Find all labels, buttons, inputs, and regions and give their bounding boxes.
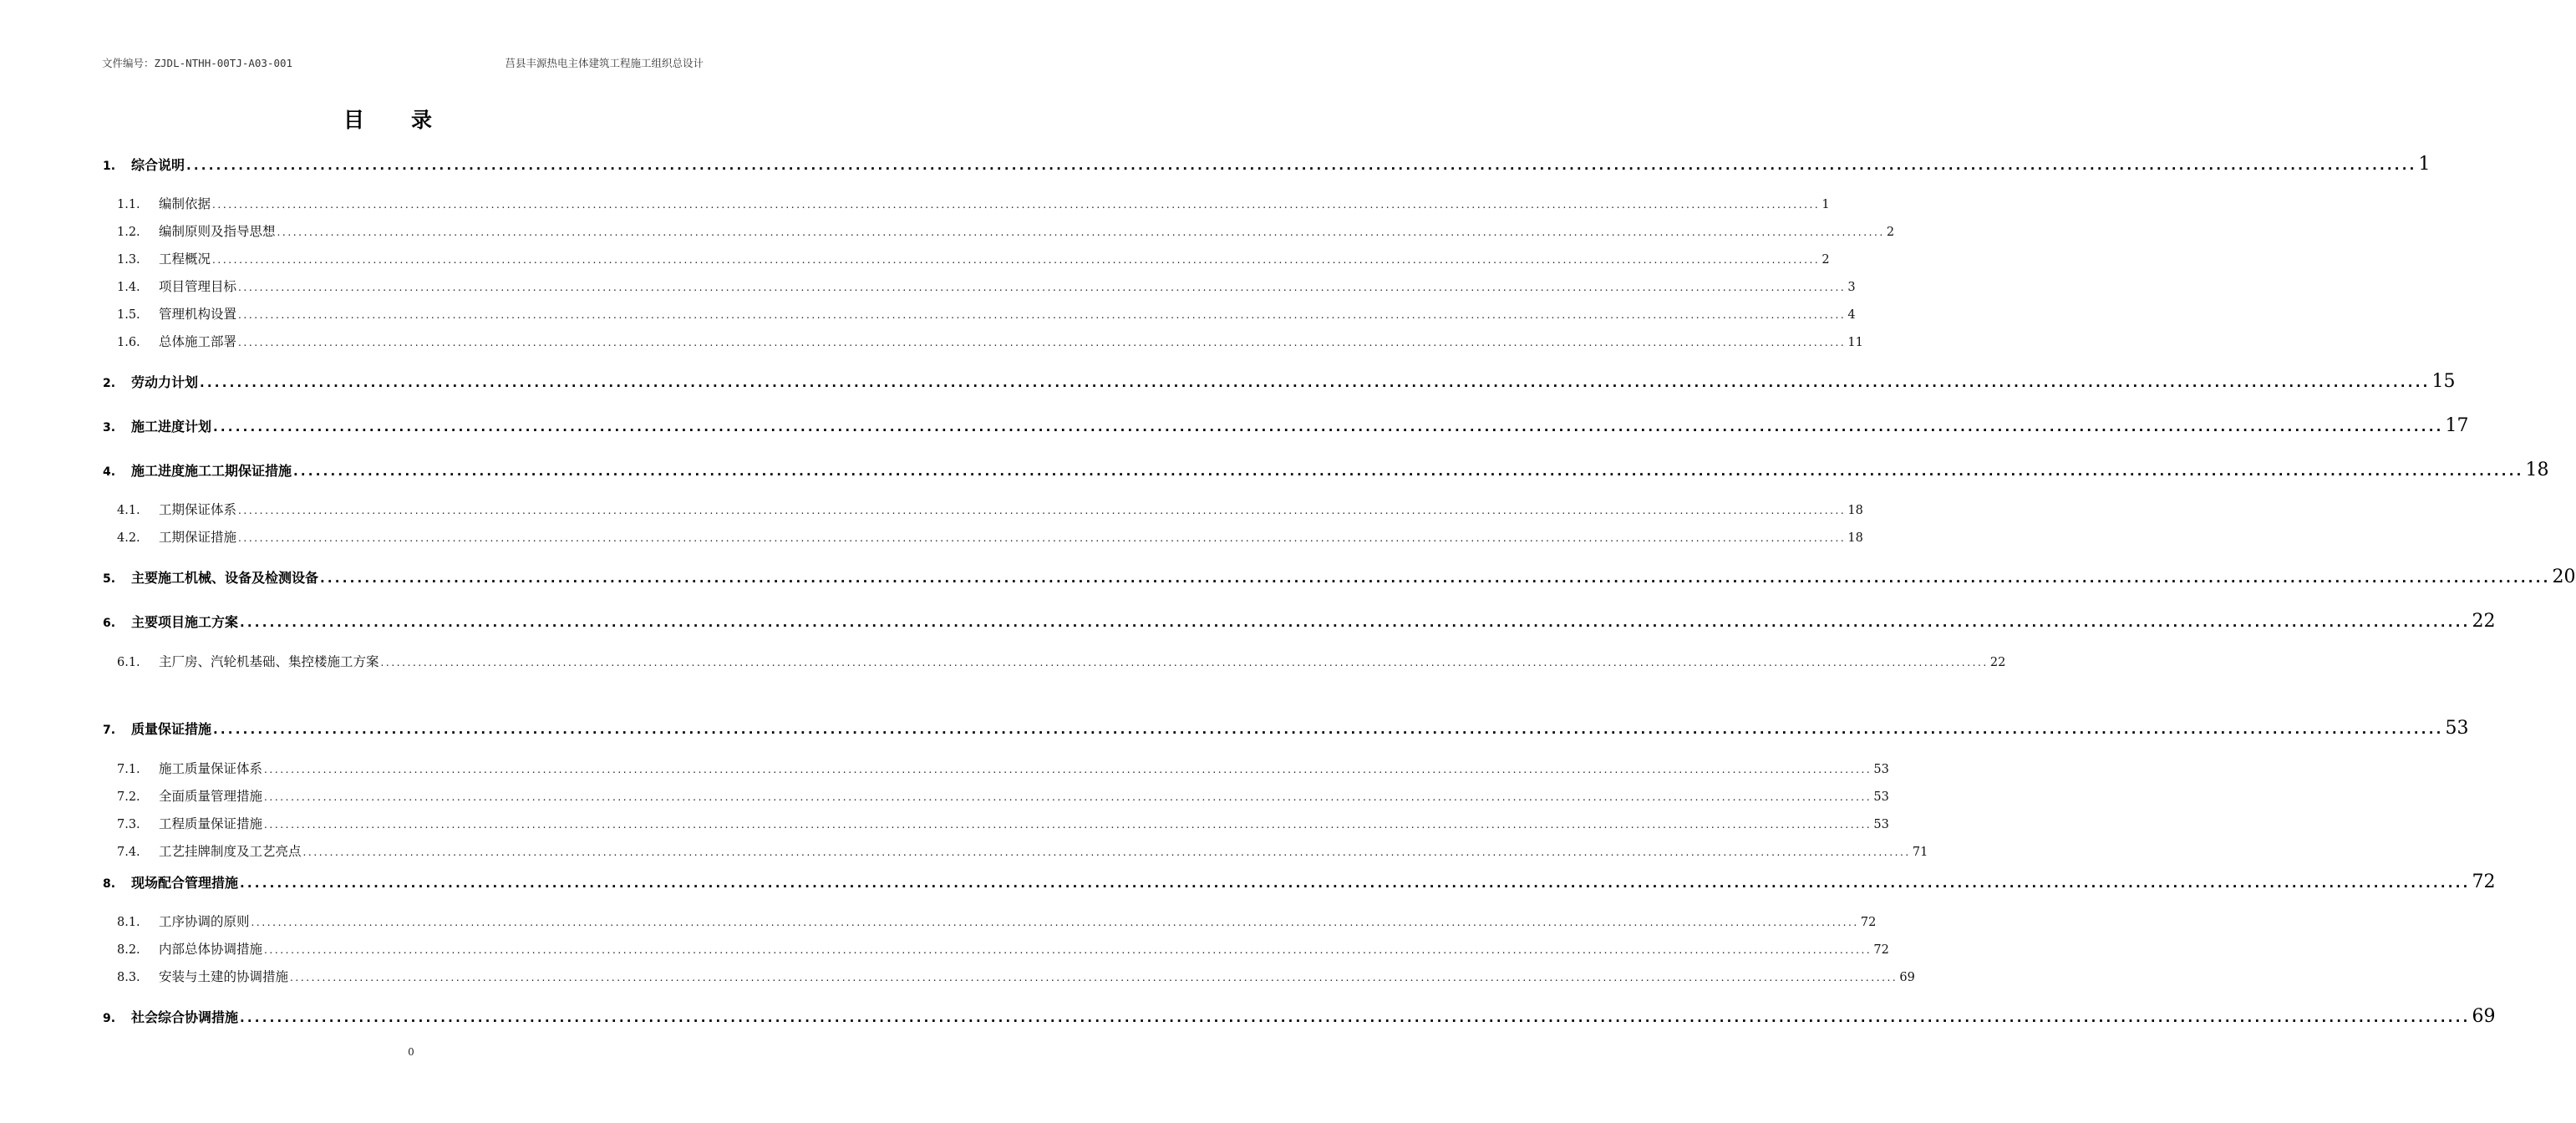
toc-entry-page: 1 <box>2418 154 2431 175</box>
toc-entry-label <box>117 814 262 832</box>
toc-entry-page: 17 <box>2445 415 2469 436</box>
toc-entry-number: 8. <box>103 877 116 891</box>
toc-section-entry[interactable] <box>117 652 2006 670</box>
toc-section-entry[interactable] <box>117 939 1889 958</box>
toc-entry-page: 11 <box>1847 336 1863 349</box>
toc-section-entry[interactable] <box>117 194 1830 212</box>
toc-dot-leader: ............................................................................................................................................................................................................................................................................................................ <box>290 972 1898 983</box>
toc-chapter-entry[interactable] <box>103 460 2549 480</box>
toc-dot-leader: ............................................................................................................................................................................................................................................................................................................ <box>186 158 2417 173</box>
toc-entry-text: 编制依据 <box>159 196 211 211</box>
toc-section-entry[interactable] <box>117 332 1863 350</box>
toc-entry-number: 1.5. <box>117 308 140 322</box>
toc-entry-text: 主厂房、汽轮机基础、集控楼施工方案 <box>159 654 379 669</box>
toc-dot-leader: ............................................................................................................................................................................................................................................................................................................ <box>264 819 1872 831</box>
toc-entry-page: 18 <box>1847 531 1863 545</box>
toc-entry-page: 53 <box>1873 818 1889 831</box>
toc-entry-text: 内部总体协调措施 <box>159 942 263 957</box>
toc-entry-label <box>103 612 238 631</box>
toc-entry-label <box>103 460 292 480</box>
toc-entry-text: 安装与土建的协调措施 <box>159 969 289 984</box>
toc-entry-number: 7.1. <box>117 763 140 776</box>
toc-entry-page: 53 <box>1873 763 1889 776</box>
toc-entry-number: 3. <box>103 421 116 434</box>
toc-entry-number: 1.6. <box>117 336 140 349</box>
toc-entry-number: 4.1. <box>117 504 140 517</box>
toc-dot-leader: ............................................................................................................................................................................................................................................................................................................ <box>212 254 1821 266</box>
toc-dot-leader: ............................................................................................................................................................................................................................................................................................................ <box>212 199 1821 211</box>
toc-entry-text: 施工进度计划 <box>131 419 212 434</box>
toc-entry-text: 主要项目施工方案 <box>131 614 239 630</box>
toc-entry-number: 7. <box>103 724 116 737</box>
toc-entry-label <box>103 567 318 587</box>
toc-entry-label <box>117 786 262 805</box>
toc-dot-leader: ............................................................................................................................................................................................................................................................................................................ <box>238 532 1847 544</box>
toc-dot-leader: ............................................................................................................................................................................................................................................................................................................ <box>264 944 1872 956</box>
toc-entry-number: 5. <box>103 572 116 586</box>
doc-number: 文件编号：ZJDL-NTHH-00TJ-A03-001 <box>102 57 293 69</box>
toc-entry-text: 工序协调的原则 <box>159 914 250 929</box>
toc-entry-number: 4. <box>103 465 116 479</box>
toc-dot-leader: ............................................................................................................................................................................................................................................................................................................ <box>264 764 1872 775</box>
toc-entry-label <box>117 939 262 958</box>
toc-entry-number: 2. <box>103 377 116 390</box>
toc-entry-label <box>103 872 238 892</box>
toc-section-entry[interactable] <box>117 912 1877 930</box>
toc-entry-number: 6.1. <box>117 656 140 669</box>
toc-entry-label <box>117 277 236 295</box>
toc-entry-page: 69 <box>2472 1006 2496 1027</box>
toc-dot-leader: ............................................................................................................................................................................................................................................................................................................ <box>213 419 2444 434</box>
toc-entry-page: 53 <box>1873 790 1889 804</box>
toc-dot-leader: ............................................................................................................................................................................................................................................................................................................ <box>302 846 1911 858</box>
toc-dot-leader: ............................................................................................................................................................................................................................................................................................................ <box>238 337 1847 348</box>
toc-entry-text: 工程概况 <box>159 252 211 267</box>
toc-section-entry[interactable] <box>117 249 1830 267</box>
toc-dot-leader: ............................................................................................................................................................................................................................................................................................................ <box>251 917 1859 928</box>
toc-entry-number: 7.3. <box>117 818 140 831</box>
toc-entry-number: 8.1. <box>117 916 140 929</box>
toc-chapter-entry[interactable] <box>103 154 2431 175</box>
toc-entry-number: 7.2. <box>117 790 140 804</box>
toc-chapter-entry[interactable] <box>103 1006 2496 1027</box>
toc-section-entry[interactable] <box>117 221 1895 240</box>
toc-section-entry[interactable] <box>117 786 1889 805</box>
toc-section-entry[interactable] <box>117 759 1889 777</box>
toc-entry-label <box>117 912 250 930</box>
toc-entry-label <box>103 372 198 391</box>
toc-dot-leader: ............................................................................................................................................................................................................................................................................................................ <box>380 657 1989 668</box>
toc-entry-number: 6. <box>103 617 116 630</box>
toc-section-entry[interactable] <box>117 841 1928 860</box>
toc-entry-label <box>117 967 288 985</box>
toc-dot-leader: ............................................................................................................................................................................................................................................................................................................ <box>277 226 1885 238</box>
toc-entry-number: 9. <box>103 1012 116 1025</box>
toc-entry-text: 劳动力计划 <box>131 374 199 390</box>
toc-entry-label <box>117 841 302 860</box>
toc-entry-number: 1. <box>103 160 116 173</box>
toc-entry-text: 工艺挂牌制度及工艺亮点 <box>159 844 302 859</box>
toc-entry-text: 全面质量管理措施 <box>159 789 263 804</box>
toc-entry-page: 2 <box>1821 253 1830 267</box>
toc-entry-text: 综合说明 <box>131 157 185 173</box>
toc-entry-label <box>117 500 236 518</box>
toc-dot-leader: ............................................................................................................................................................................................................................................................................................................ <box>238 309 1847 321</box>
toc-entry-text: 现场配合管理措施 <box>131 875 239 891</box>
toc-entry-text: 质量保证措施 <box>131 721 212 737</box>
toc-entry-text: 施工质量保证体系 <box>159 761 263 776</box>
toc-entry-number: 1.1. <box>117 198 140 211</box>
toc-section-entry[interactable] <box>117 814 1889 832</box>
toc-entry-page: 18 <box>2525 460 2549 480</box>
toc-entry-label <box>103 719 211 738</box>
page-title: 目录 <box>343 108 479 132</box>
toc-entry-label <box>117 249 211 267</box>
toc-entry-text: 工程质量保证措施 <box>159 816 263 831</box>
toc-entry-page: 22 <box>2472 611 2496 632</box>
toc-entry-text: 总体施工部署 <box>159 334 237 349</box>
toc-entry-page: 72 <box>1873 943 1889 957</box>
toc-chapter-entry[interactable] <box>103 871 2496 892</box>
toc-entry-page: 69 <box>1899 971 1915 984</box>
toc-entry-text: 施工进度施工工期保证措施 <box>131 463 292 479</box>
toc-entry-label <box>117 652 379 670</box>
toc-entry-page: 22 <box>1989 656 2006 669</box>
toc-entry-number: 4.2. <box>117 531 140 545</box>
doc-title: 莒县丰源热电主体建筑工程施工组织总设计 <box>505 57 704 69</box>
toc-entry-page: 72 <box>1860 916 1877 929</box>
toc-entry-page: 4 <box>1847 308 1856 322</box>
toc-entry-number: 1.3. <box>117 253 140 267</box>
toc-entry-page: 20 <box>2552 567 2576 587</box>
toc-entry-text: 项目管理目标 <box>159 279 237 294</box>
toc-entry-page: 3 <box>1847 281 1856 294</box>
toc-entry-label <box>117 527 236 546</box>
page-number: 0 <box>408 1046 414 1058</box>
toc-entry-number: 7.4. <box>117 846 140 859</box>
toc-entry-label <box>117 332 236 350</box>
toc-section-entry[interactable] <box>117 304 1856 323</box>
toc-entry-page: 1 <box>1821 198 1830 211</box>
toc-entry-text: 工期保证措施 <box>159 530 237 545</box>
toc-dot-leader: ............................................................................................................................................................................................................................................................................................................ <box>238 282 1847 293</box>
toc-entry-page: 15 <box>2431 371 2456 392</box>
toc-entry-number: 1.4. <box>117 281 140 294</box>
toc-dot-leader: ............................................................................................................................................................................................................................................................................................................ <box>264 791 1872 803</box>
toc-entry-text: 社会综合协调措施 <box>131 1009 239 1025</box>
toc-entry-label <box>117 304 236 323</box>
toc-dot-leader: ............................................................................................................................................................................................................................................................................................................ <box>320 571 2551 586</box>
toc-entry-number: 8.3. <box>117 971 140 984</box>
toc-chapter-entry[interactable] <box>103 718 2469 739</box>
toc-entry-page: 18 <box>1847 504 1863 517</box>
toc-entry-number: 1.2. <box>117 226 140 239</box>
toc-dot-leader: ............................................................................................................................................................................................................................................................................................................ <box>240 876 2471 891</box>
toc-dot-leader: ............................................................................................................................................................................................................................................................................................................ <box>240 615 2471 630</box>
toc-section-entry[interactable] <box>117 967 1915 985</box>
toc-entry-label <box>103 416 211 435</box>
toc-dot-leader: ............................................................................................................................................................................................................................................................................................................ <box>200 375 2431 390</box>
toc-dot-leader: ............................................................................................................................................................................................................................................................................................................ <box>240 1010 2471 1025</box>
toc-entry-label <box>117 221 276 240</box>
toc-section-entry[interactable] <box>117 527 1863 546</box>
toc-entry-label <box>117 759 262 777</box>
toc-entry-text: 主要施工机械、设备及检测设备 <box>131 570 319 586</box>
toc-entry-text: 管理机构设置 <box>159 307 237 322</box>
toc-entry-number: 8.2. <box>117 943 140 957</box>
page-header <box>102 55 704 70</box>
toc-entry-text: 工期保证体系 <box>159 502 237 517</box>
toc-dot-leader: ............................................................................................................................................................................................................................................................................................................ <box>238 505 1847 516</box>
toc-entry-page: 2 <box>1886 226 1895 239</box>
toc-chapter-entry[interactable] <box>103 611 2496 632</box>
toc-dot-leader: ............................................................................................................................................................................................................................................................................................................ <box>213 722 2444 737</box>
toc-entry-page: 71 <box>1912 846 1928 859</box>
toc-entry-label <box>103 1007 238 1026</box>
toc-entry-text: 编制原则及指导思想 <box>159 224 276 239</box>
toc-entry-label <box>103 155 185 174</box>
toc-chapter-entry[interactable] <box>103 371 2456 392</box>
toc-chapter-entry[interactable] <box>103 415 2469 436</box>
toc-entry-page: 53 <box>2445 718 2469 739</box>
toc-entry-label <box>117 194 211 212</box>
toc-dot-leader: ............................................................................................................................................................................................................................................................................................................ <box>293 464 2524 479</box>
toc-section-entry[interactable] <box>117 277 1856 295</box>
toc-chapter-entry[interactable] <box>103 567 2576 587</box>
toc-section-entry[interactable] <box>117 500 1863 518</box>
toc-entry-page: 72 <box>2472 871 2496 892</box>
